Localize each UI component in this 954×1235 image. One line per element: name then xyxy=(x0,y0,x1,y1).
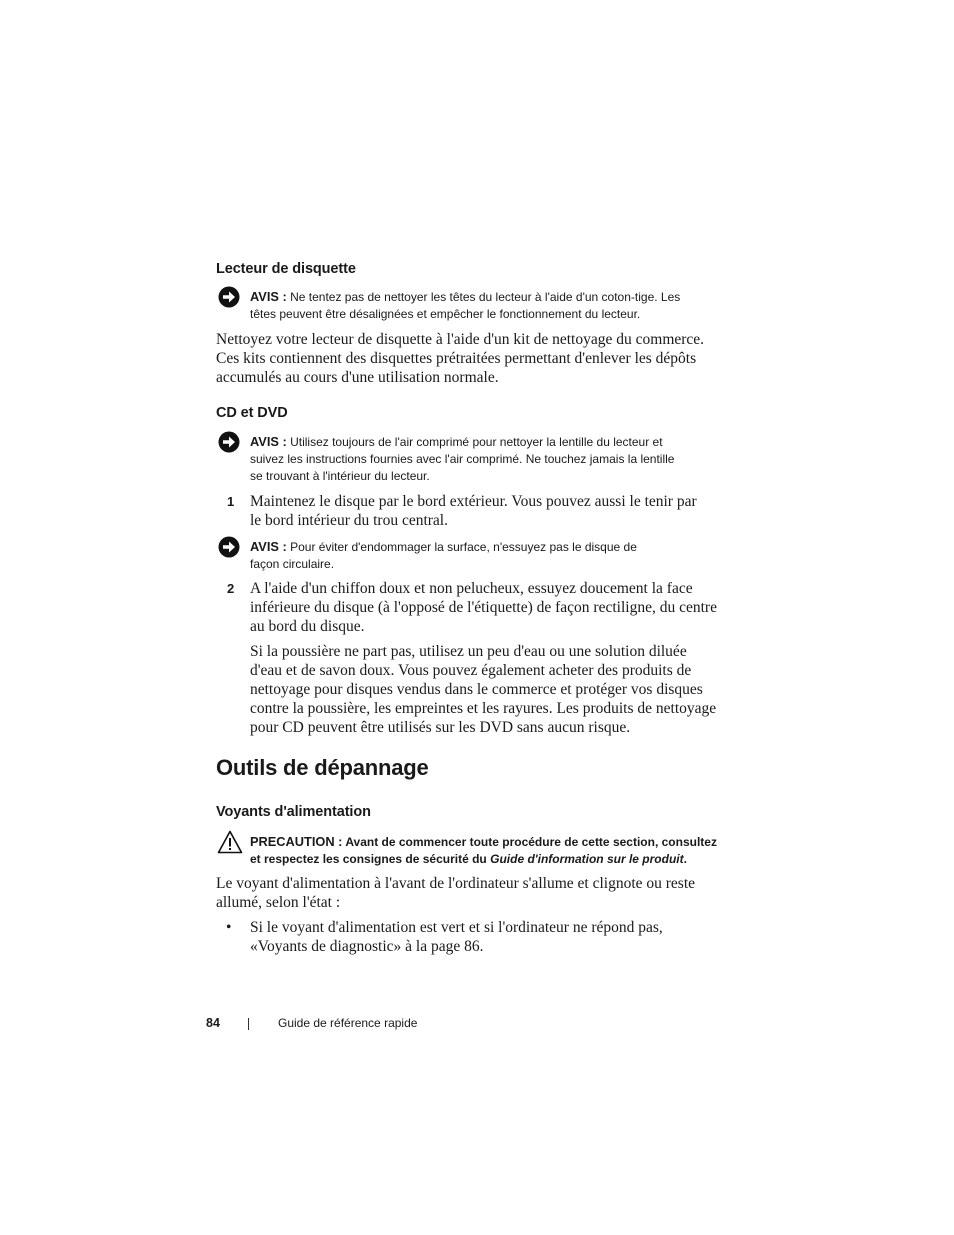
caution-text: et respectez les consignes de sécurité du xyxy=(250,852,487,867)
notice-label: AVIS : xyxy=(250,289,287,304)
text-line: Si la poussière ne part pas, utilisez un peu d'eau ou une solution diluée xyxy=(250,643,687,660)
bullet-item xyxy=(250,918,740,956)
notice-cd-air xyxy=(250,433,720,486)
page-number: 84 xyxy=(206,1016,220,1030)
notice-label: AVIS : xyxy=(250,539,287,554)
text-line: «Voyants de diagnostic» à la page 86. xyxy=(250,938,484,955)
section-title: Outils de dépannage xyxy=(216,755,429,780)
notice-text: Ne tentez pas de nettoyer les têtes du lecteur à l'aide d'un coton-tige. Les xyxy=(290,290,681,304)
text-line: Ces kits contiennent des disquettes prétraitées permettant d'enlever les dépôts xyxy=(216,350,697,367)
heading-floppy: Lecteur de disquette xyxy=(216,261,356,277)
paragraph-power xyxy=(216,874,736,912)
notice-text: suivez les instructions fournies avec l'air comprimé. Ne touchez jamais la lentille xyxy=(250,452,675,467)
caution-triangle-icon xyxy=(217,830,243,854)
text-line: pour CD peuvent être utilisés sur les DVD sans aucun risque. xyxy=(250,719,631,736)
guide-reference: Guide d'information sur le produit xyxy=(490,852,684,867)
step-2-text xyxy=(250,579,740,636)
caution-period: . xyxy=(683,852,687,867)
notice-text: se trouvant à l'intérieur du lecteur. xyxy=(250,469,430,484)
notice-arrow-icon xyxy=(218,431,240,453)
text-line: A l'aide d'un chiffon doux et non pelucheux, essuyez doucement la face xyxy=(250,580,693,597)
step-number: 1 xyxy=(227,494,235,509)
paragraph-floppy xyxy=(216,330,736,387)
step-1-text xyxy=(250,492,740,530)
text-line: d'eau et de savon doux. Vous pouvez également acheter des produits de xyxy=(250,662,692,679)
bullet-marker: • xyxy=(226,919,232,936)
notice-cd-wipe xyxy=(250,538,720,573)
text-line: Le voyant d'alimentation à l'avant de l'ordinateur s'allume et clignote ou reste xyxy=(216,875,696,892)
footer-separator xyxy=(248,1018,249,1030)
notice-text: façon circulaire. xyxy=(250,557,335,572)
text-line: Si le voyant d'alimentation est vert et si l'ordinateur ne répond pas, xyxy=(250,919,663,936)
text-line: accumulés au cours d'une utilisation normale. xyxy=(216,369,499,386)
footer-title: Guide de référence rapide xyxy=(278,1016,418,1030)
heading-cd-dvd: CD et DVD xyxy=(216,405,288,421)
notice-text: têtes peuvent être désalignées et empêcher le fonctionnement du lecteur. xyxy=(250,307,641,322)
notice-text: Utilisez toujours de l'air comprimé pour nettoyer la lentille du lecteur et xyxy=(290,435,663,449)
heading-power-lights: Voyants d'alimentation xyxy=(216,804,371,820)
caution-label: PRECAUTION : xyxy=(250,834,343,849)
text-line: Maintenez le disque par le bord extérieur. Vous pouvez aussi le tenir par xyxy=(250,493,697,510)
notice-label: AVIS : xyxy=(250,434,287,449)
text-line: au bord du disque. xyxy=(250,618,365,635)
notice-text: Pour éviter d'endommager la surface, n'essuyez pas le disque de xyxy=(290,540,637,554)
text-line: le bord intérieur du trou central. xyxy=(250,512,448,529)
text-line: inférieure du disque (à l'opposé de l'étiquette) de façon rectiligne, du centre xyxy=(250,599,717,616)
step-2-extra xyxy=(250,642,740,737)
caution-text: Avant de commencer toute procédure de cette section, consultez xyxy=(345,835,717,849)
notice-arrow-icon xyxy=(218,286,240,308)
text-line: Nettoyez votre lecteur de disquette à l'aide d'un kit de nettoyage du commerce. xyxy=(216,331,705,348)
notice-floppy xyxy=(250,288,720,323)
text-line: contre la poussière, les empreintes et les rayures. Les produits de nettoyage xyxy=(250,700,717,717)
step-number: 2 xyxy=(227,581,235,596)
notice-arrow-icon xyxy=(218,536,240,558)
text-line: allumé, selon l'état : xyxy=(216,894,341,911)
caution-power xyxy=(250,833,730,868)
text-line: nettoyage pour disques vendus dans le commerce et protéger vos disques xyxy=(250,681,703,698)
